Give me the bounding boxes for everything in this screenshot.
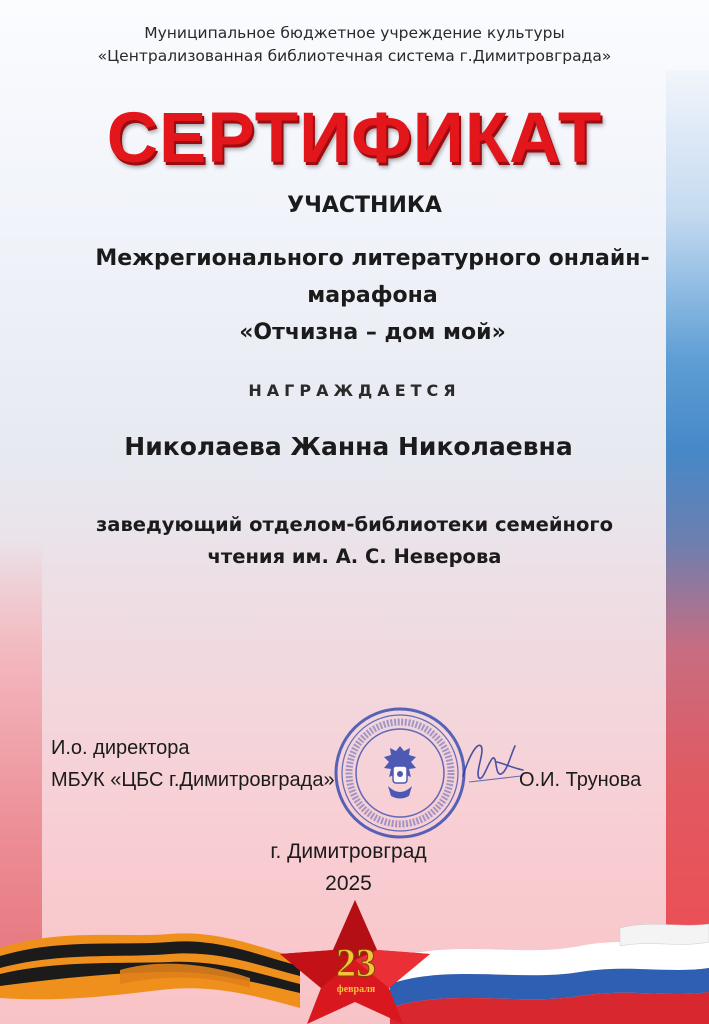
official-stamp	[333, 706, 467, 840]
event-line3: «Отчизна – дом мой»	[239, 320, 506, 345]
certificate-subtitle: УЧАСТНИКА	[287, 193, 442, 218]
position-line2: чтения им. А. С. Неверова	[207, 545, 502, 568]
event-line1: Межрегионального литературного онлайн-	[95, 246, 650, 271]
organization-header	[0, 22, 709, 68]
russian-flag-ribbon	[390, 924, 709, 1024]
location-block	[0, 836, 703, 900]
location-year: 2025	[325, 872, 372, 895]
footer-decoration	[0, 898, 709, 1024]
st-george-ribbon	[0, 933, 300, 1008]
recipient-position	[0, 509, 709, 573]
organization-line2: «Централизованная библиотечная система г.Димитровграда»	[97, 47, 612, 65]
certificate-title: СЕРТИФИКАТ	[106, 99, 603, 178]
position-line1: заведующий отделом-библиотеки семейного	[95, 513, 614, 536]
awarded-label: НАГРАЖДАЕТСЯ	[248, 381, 461, 400]
handwritten-signature	[455, 732, 527, 794]
emblem-number: 23	[336, 940, 376, 985]
recipient-name: Николаева Жанна Николаевна	[124, 432, 573, 461]
organization-line1: Муниципальное бюджетное учреждение культуры	[144, 24, 565, 42]
emblem-label: февраля	[336, 984, 376, 995]
signatory-title: И.о. директора	[51, 737, 190, 759]
event-line2: марафона	[307, 283, 438, 308]
event-title	[18, 240, 709, 351]
signatory-organization: МБУК «ЦБС г.Димитровграда»	[51, 769, 335, 791]
coat-of-arms-icon	[384, 746, 416, 799]
signatory-name: О.И. Трунова	[519, 769, 642, 791]
location-city: г. Димитровград	[270, 840, 427, 863]
